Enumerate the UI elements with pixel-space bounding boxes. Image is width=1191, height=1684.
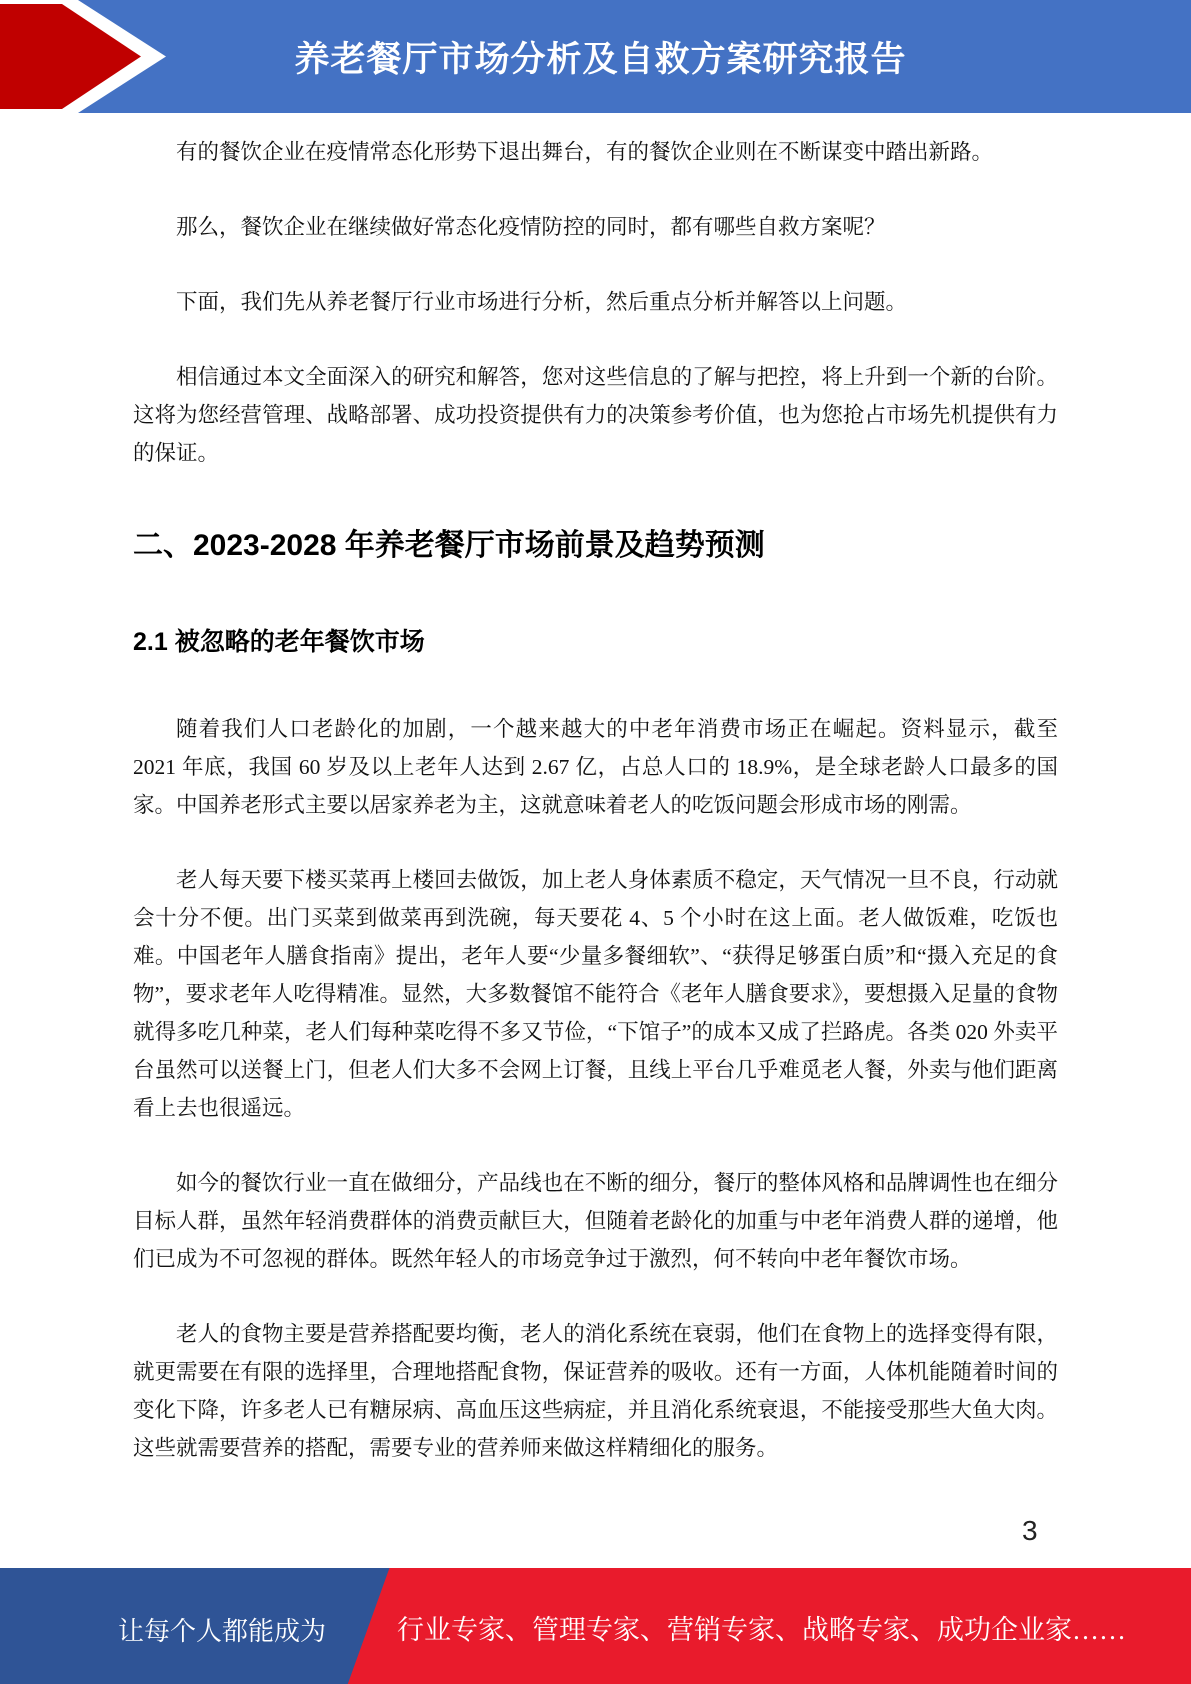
report-header-banner [0,0,1191,113]
arrow-shape [0,4,141,109]
section-heading: 二、2023-2028 年养老餐厅市场前景及趋势预测 [133,529,765,562]
body-paragraph: 如今的餐饮行业一直在做细分，产品线也在不断的细分，餐厅的整体风格和品牌调性也在细分目标人群，虽然年轻消费群体的消费贡献巨大，但随着老龄化的加重与中老年消费人群的递增，他们已成为不可忽视的群体。既然年轻人的市场竞争过于激烈，何不转向中老年餐饮市场。 [133,1171,1058,1271]
intro-paragraph: 下面，我们先从养老餐厅行业市场进行分析，然后重点分析并解答以上问题。 [176,290,908,314]
subsection-heading: 2.1 被忽略的老年餐饮市场 [133,628,425,656]
body-paragraph: 老人的食物主要是营养搭配要均衡，老人的消化系统在衰弱，他们在食物上的选择变得有限，就更需要在有限的选择里，合理地搭配食物，保证营养的吸收。还有一方面，人体机能随着时间的变化下降，许多老人已有糖尿病、高血压这些病症，并且消化系统衰退，不能接受那些大鱼大肉。这些就需要营养的搭配，需要专业的营养师来做这样精细化的服务。 [133,1322,1058,1460]
document-body [0,113,1191,1467]
footer [0,1568,1191,1684]
body-paragraph: 随着我们人口老龄化的加剧，一个越来越大的中老年消费市场正在崛起。资料显示，截至 2021 年底，我国 60 岁及以上老年人达到 2.67 亿，占总人口的 18.9%，是全球老龄人口最多的国家。中国养老形式主要以居家养老为主，这就意味着老人的吃饭问题会形成市场的刚需。 [133,717,1058,817]
footer-slogan-right: 行业专家、管理专家、营销专家、战略专家、成功企业家…… [397,1615,1126,1645]
header-arrow-icon [0,0,170,113]
body-paragraph: 老人每天要下楼买菜再上楼回去做饭，加上老人身体素质不稳定，天气情况一旦不良，行动就会十分不便。出门买菜到做菜再到洗碗，每天要花 4、5 个小时在这上面。老人做饭难，吃饭也难。中国老年人膳食指南》提出，老年人要“少量多餐细软”、“获得足够蛋白质”和“摄入充足的食物”，要求老年人吃得精准。显然，大多数餐馆不能符合《老年人膳食要求》，要想摄入足量的食物就得多吃几种菜，老人们每种菜吃得不多又节俭，“下馆子”的成本又成了拦路虎。各类 020 外卖平台虽然可以送餐上门，但老人们大多不会网上订餐，且线上平台几乎难觅老人餐，外卖与他们距离看上去也很遥远。 [133,868,1058,1120]
page-number: 3 [1022,1515,1038,1546]
intro-paragraph: 有的餐饮企业在疫情常态化形势下退出舞台，有的餐饮企业则在不断谋变中踏出新路。 [176,140,994,164]
footer-slogan-left: 让每个人都能成为 [117,1617,326,1646]
report-title: 养老餐厅市场分析及自救方案研究报告 [294,39,907,79]
intro-paragraph: 那么，餐饮企业在继续做好常态化疫情防控的同时，都有哪些自救方案呢？ [176,215,886,239]
intro-paragraph: 相信通过本文全面深入的研究和解答，您对这些信息的了解与把控，将上升到一个新的台阶。这将为您经营管理、战略部署、成功投资提供有力的决策参考价值，也为您抢占市场先机提供有力的保证。 [133,365,1058,465]
